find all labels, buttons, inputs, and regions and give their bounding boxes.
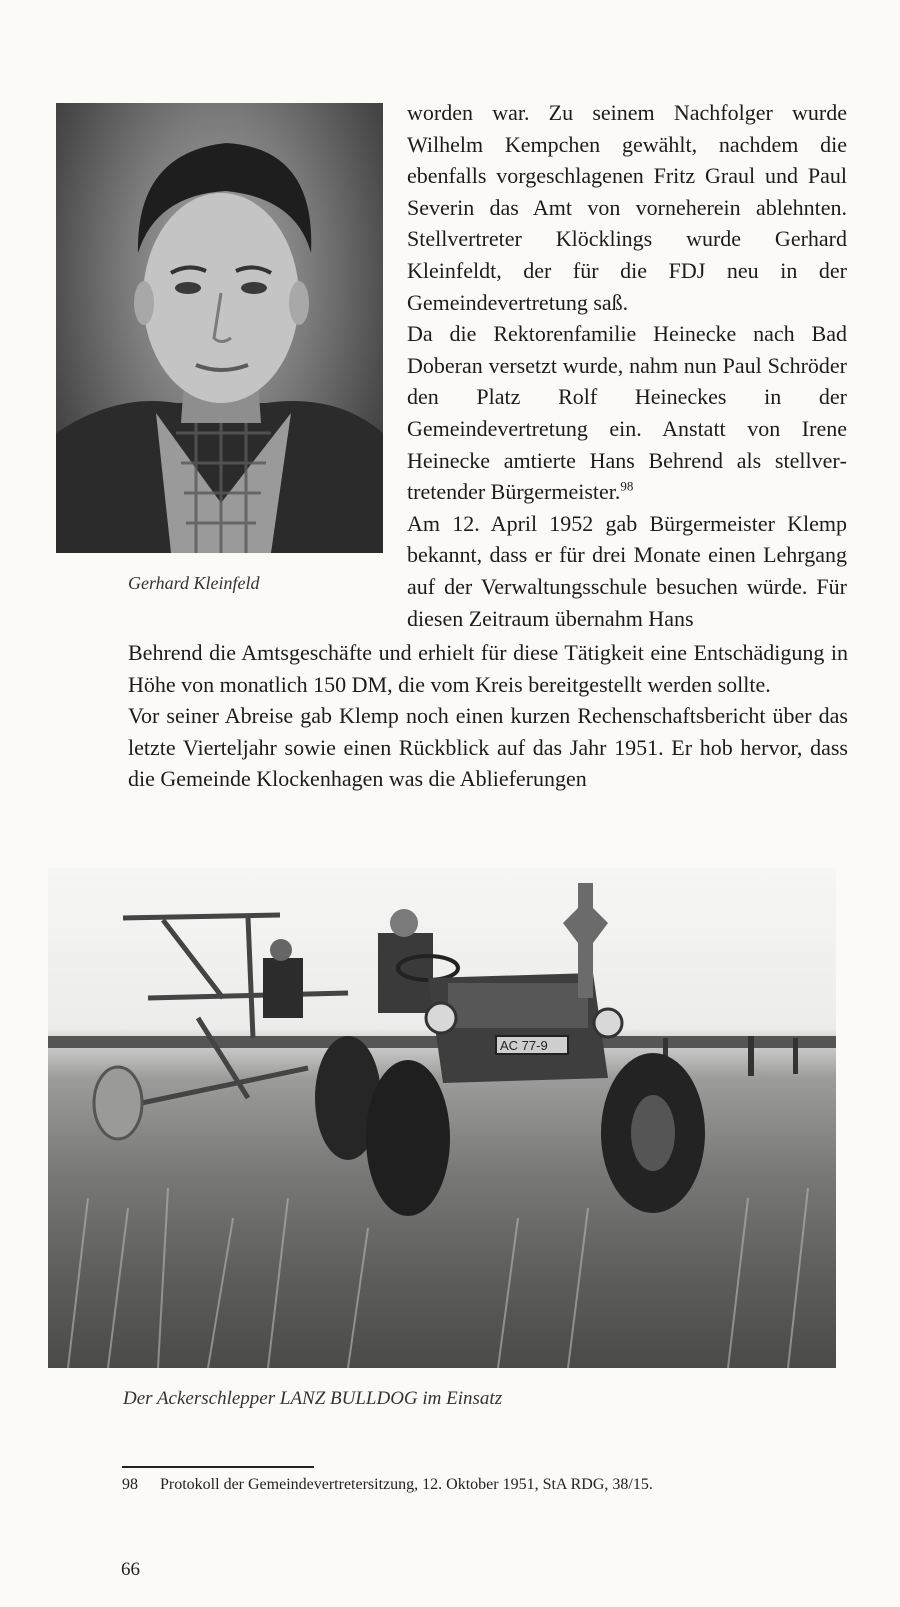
tractor-plate-text: AC 77-9 xyxy=(500,1038,548,1053)
footnote-divider xyxy=(122,1466,314,1468)
paragraph-5: Vor seiner Abreise gab Klemp noch einen kurzen Rechenschaftsbericht über das letzte Vierteljahr sowie einen Rückblick auf das Jahr 1951. Er hob hervor, dass die Gemeinde Klockenhagen was die Ablieferungen xyxy=(128,703,848,792)
paragraph-1: worden war. Zu seinem Nachfolger wurde Wilhelm Kempchen gewählt, nachdem die ebenfalls vorgeschlagenen Fritz Graul und Paul Severin das Amt von vorneherein ablehnten. Stellvertreter Klöcklings wurde Gerhard Kleinfeldt, der für die FDJ neu in der Gemeindevertretung saß. xyxy=(407,100,847,315)
footnote xyxy=(122,1476,842,1494)
portrait-caption: Gerhard Kleinfeld xyxy=(128,573,260,593)
portrait-image xyxy=(56,103,383,553)
page-number: 66 xyxy=(121,1559,140,1580)
footnote-text: Protokoll der Gemeindevertretersitzung, 12. Oktober 1951, StA RDG, 38/15. xyxy=(160,1476,653,1493)
tractor-caption: Der Ackerschlepper LANZ BULLDOG im Einsatz xyxy=(123,1388,503,1409)
paragraph-4: Behrend die Amtsgeschäfte und erhielt für diese Tätigkeit eine Entschädigung in Höhe von monatlich 150 DM, die vom Kreis bereitgestellt werden sollte. xyxy=(128,640,848,697)
paragraph-3: Am 12. April 1952 gab Bürgermeister Klemp bekannt, dass er für drei Monate einen Lehrgang auf der Verwaltungsschule besuchen würde. Für diesen Zeitraum übernahm Hans xyxy=(407,510,847,631)
text-column xyxy=(407,97,847,634)
portrait-photo xyxy=(56,103,383,553)
paragraph-2: Da die Rektorenfamilie Heinecke nach Bad Doberan versetzt wurde, nahm nun Paul Schröder den Platz Rolf Heineckes in der Gemeindevertretung ein. Anstatt von Irene Heinecke amtierte Hans Behrend als stellvertretender Bürgermeister.$^{98}$ xyxy=(407,321,847,505)
footnote-number: 98 xyxy=(122,1476,138,1493)
tractor-image xyxy=(48,868,836,1368)
footnote-reference[interactable]: 98 xyxy=(620,478,634,494)
text-wide xyxy=(128,637,848,795)
tractor-photo xyxy=(48,868,836,1368)
